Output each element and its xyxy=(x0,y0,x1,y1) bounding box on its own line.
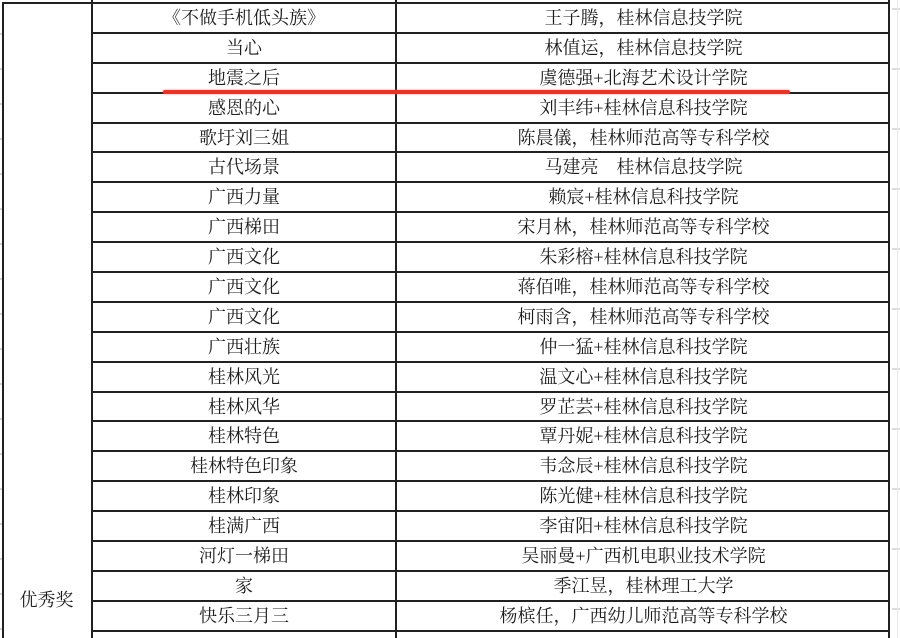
table-row xyxy=(93,333,890,363)
work-title-cell[interactable]: 地震之后 xyxy=(208,67,280,88)
author-school-cell[interactable]: 林值运，桂林信息技学院 xyxy=(544,37,743,58)
table-row xyxy=(93,512,890,542)
work-title-cell[interactable]: 感恩的心 xyxy=(208,97,280,118)
table-row xyxy=(93,273,890,303)
author-school-cell[interactable]: 李宙阳+桂林信息科技学院 xyxy=(539,516,748,537)
table-row xyxy=(93,303,890,333)
work-title-cell[interactable]: 桂满广西 xyxy=(208,516,280,537)
table-row xyxy=(93,422,890,452)
author-school-cell[interactable]: 覃丹妮+桂林信息科技学院 xyxy=(539,426,748,447)
award-group-cell[interactable]: 优秀奖 xyxy=(19,590,74,610)
table-row xyxy=(93,452,890,482)
table-row xyxy=(93,34,890,64)
table-row xyxy=(93,124,890,154)
table-row xyxy=(93,64,890,94)
author-school-cell[interactable]: 季江昱，桂林理工大学 xyxy=(553,575,734,596)
author-school-cell[interactable]: 陈晨儀，桂林师范高等专科学校 xyxy=(517,127,770,148)
table-left-border xyxy=(2,2,4,638)
author-school-cell[interactable]: 罗芷芸+桂林信息科技学院 xyxy=(539,396,748,417)
author-school-cell[interactable]: 刘丰纬+桂林信息科技学院 xyxy=(539,97,748,118)
work-title-cell[interactable]: 桂林印象 xyxy=(208,486,280,507)
author-school-cell[interactable]: 宋月林，桂林师范高等专科学校 xyxy=(517,217,770,238)
table-row xyxy=(93,183,890,213)
table-row xyxy=(93,542,890,572)
author-school-cell[interactable]: 韦念辰+桂林信息科技学院 xyxy=(539,456,748,477)
work-title-cell[interactable]: 桂林风光 xyxy=(208,366,280,387)
award-table-rows xyxy=(93,4,890,632)
table-row xyxy=(93,572,890,602)
work-title-cell[interactable]: 桂林特色 xyxy=(208,426,280,447)
author-school-cell[interactable]: 虞德强+北海艺术设计学院 xyxy=(539,67,748,88)
table-row xyxy=(93,482,890,512)
work-title-cell[interactable]: 桂林特色印象 xyxy=(190,456,298,477)
work-title-cell[interactable]: 广西梯田 xyxy=(208,217,280,238)
table-row xyxy=(93,94,890,124)
work-title-cell[interactable]: 桂林风华 xyxy=(208,396,280,417)
author-school-cell[interactable]: 柯雨含，桂林师范高等专科学校 xyxy=(517,306,770,327)
author-school-cell[interactable]: 杨槟任，广西幼儿师范高等专科学校 xyxy=(499,605,788,626)
author-school-cell[interactable]: 吴丽曼+广西机电职业技术学院 xyxy=(521,545,766,566)
table-row xyxy=(93,213,890,243)
work-title-cell[interactable]: 广西文化 xyxy=(208,306,280,327)
author-school-cell[interactable]: 赖宸+桂林信息科技学院 xyxy=(548,187,739,208)
author-school-cell[interactable]: 陈光健+桂林信息科技学院 xyxy=(539,486,748,507)
author-school-cell[interactable]: 王子腾，桂林信息技学院 xyxy=(544,7,743,28)
author-school-cell[interactable]: 蒋佰唯，桂林师范高等专科学校 xyxy=(517,276,770,297)
work-title-cell[interactable]: 家 xyxy=(235,575,253,596)
author-school-cell[interactable]: 朱彩榕+桂林信息科技学院 xyxy=(539,247,748,268)
table-row xyxy=(93,393,890,423)
table-row xyxy=(93,363,890,393)
table-row xyxy=(93,153,890,183)
author-school-cell[interactable]: 仲一猛+桂林信息科技学院 xyxy=(539,336,748,357)
work-title-cell[interactable]: 广西力量 xyxy=(208,187,280,208)
work-title-cell[interactable]: 河灯一梯田 xyxy=(199,545,289,566)
author-school-cell[interactable]: 温文心+桂林信息科技学院 xyxy=(539,366,748,387)
author-school-cell[interactable]: 马建亮 桂林信息技学院 xyxy=(544,157,743,178)
right-margin-gridline xyxy=(897,0,898,638)
work-title-cell[interactable]: 歌圩刘三姐 xyxy=(199,127,289,148)
work-title-cell[interactable]: 广西壮族 xyxy=(208,336,280,357)
table-row xyxy=(93,602,890,632)
table-row xyxy=(93,243,890,273)
work-title-cell[interactable]: 广西文化 xyxy=(208,247,280,268)
work-title-cell[interactable]: 快乐三月三 xyxy=(199,605,289,626)
work-title-cell[interactable]: 广西文化 xyxy=(208,276,280,297)
work-title-cell[interactable]: 《不做手机低头族》 xyxy=(163,7,325,28)
work-title-cell[interactable]: 当心 xyxy=(226,37,262,58)
right-margin-gridline-stubs xyxy=(892,8,900,633)
table-row xyxy=(93,4,890,34)
work-title-cell[interactable]: 古代场景 xyxy=(208,157,280,178)
